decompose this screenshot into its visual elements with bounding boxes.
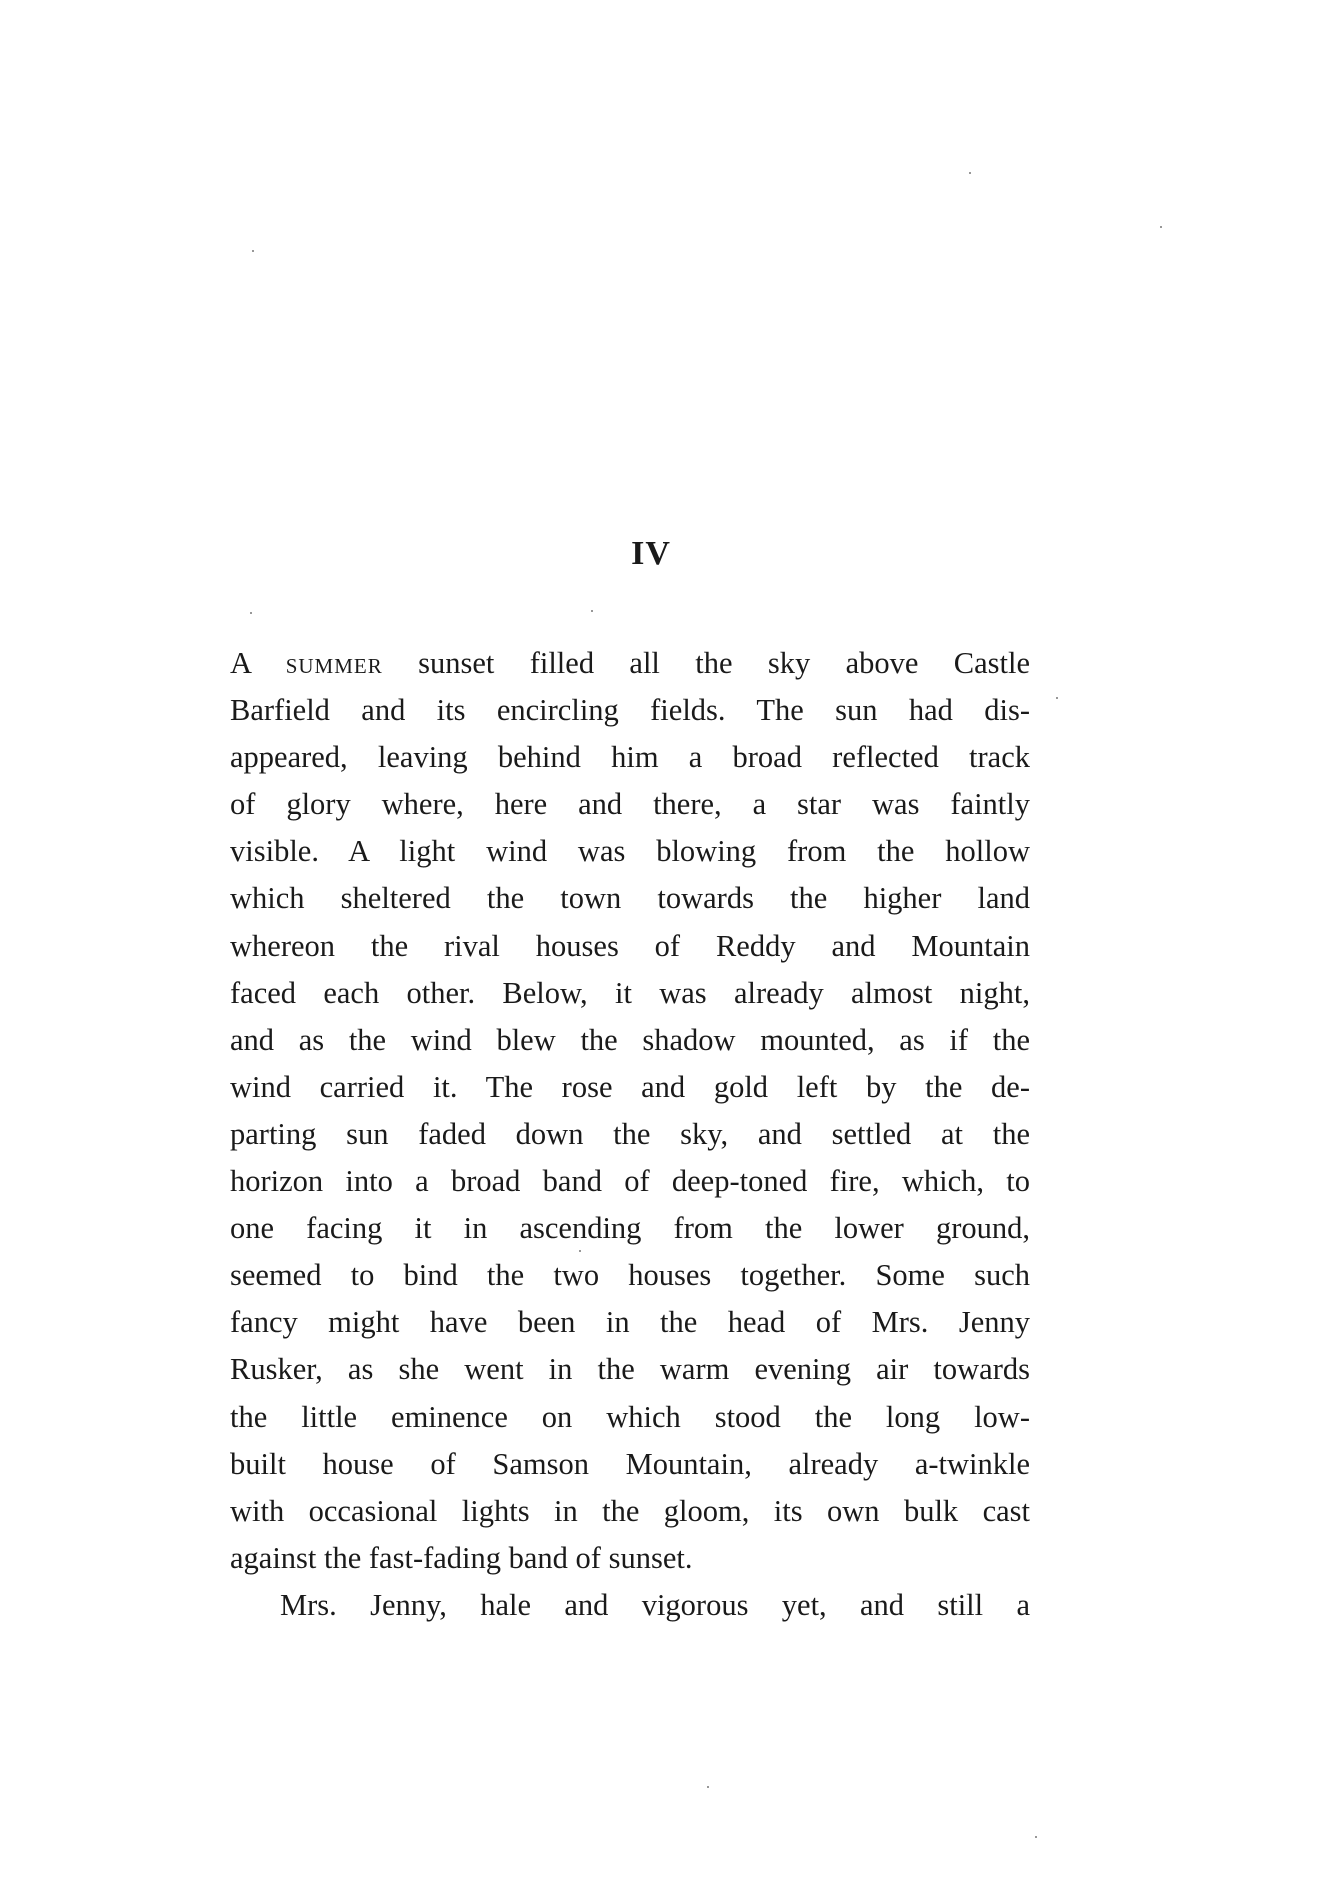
text-line: seemed to bind the two houses together. Some such bbox=[230, 1258, 1030, 1293]
scan-speck bbox=[1035, 1836, 1037, 1838]
first-line-rest: sunset filled all the sky above Castle bbox=[418, 646, 1031, 680]
lead-smallcaps: summer bbox=[285, 646, 383, 680]
text-line: Rusker, as she went in the warm evening air towards bbox=[230, 1352, 1030, 1387]
paragraph-last-line: against the fast-fading band of sunset. bbox=[230, 1540, 693, 1575]
text-line: wind carried it. The rose and gold left by the de- bbox=[230, 1069, 1030, 1104]
text-line: whereon the rival houses of Reddy and Mountain bbox=[230, 928, 1030, 963]
lead-word: A bbox=[230, 646, 251, 680]
text-line: appeared, leaving behind him a broad reflected track bbox=[230, 740, 1030, 775]
text-line: which sheltered the town towards the higher land bbox=[230, 881, 1030, 916]
scan-speck bbox=[591, 610, 593, 612]
text-line: horizon into a broad band of deep-toned fire, which, to bbox=[230, 1164, 1030, 1199]
text-line: and as the wind blew the shadow mounted, as if the bbox=[230, 1022, 1030, 1057]
scan-speck bbox=[1056, 697, 1058, 699]
text-line: fancy might have been in the head of Mrs. Jenny bbox=[230, 1305, 1030, 1340]
scan-speck bbox=[1160, 226, 1162, 228]
paragraph-2-first-line: Mrs. Jenny, hale and vigorous yet, and still a bbox=[280, 1587, 1030, 1622]
scan-speck bbox=[969, 172, 971, 174]
chapter-heading: IV bbox=[631, 535, 671, 572]
text-line: Barfield and its encircling fields. The sun had dis- bbox=[230, 693, 1030, 728]
text-line: of glory where, here and there, a star was faintly bbox=[230, 787, 1030, 822]
text-line: the little eminence on which stood the long low- bbox=[230, 1399, 1030, 1434]
text-line: with occasional lights in the gloom, its own bulk cast bbox=[230, 1493, 1030, 1528]
scan-speck bbox=[250, 612, 252, 614]
text-line: faced each other. Below, it was already almost night, bbox=[230, 975, 1030, 1010]
text-line: built house of Samson Mountain, already a-twinkle bbox=[230, 1446, 1030, 1481]
text-line: visible. A light wind was blowing from the hollow bbox=[230, 834, 1030, 869]
text-line-1 bbox=[230, 640, 1030, 687]
text-line: one facing it in ascending from the lower ground, bbox=[230, 1211, 1030, 1246]
text-line: parting sun faded down the sky, and settled at the bbox=[230, 1116, 1030, 1151]
body-text bbox=[230, 640, 1030, 1629]
scan-speck bbox=[707, 1786, 709, 1788]
scan-speck bbox=[252, 250, 254, 252]
